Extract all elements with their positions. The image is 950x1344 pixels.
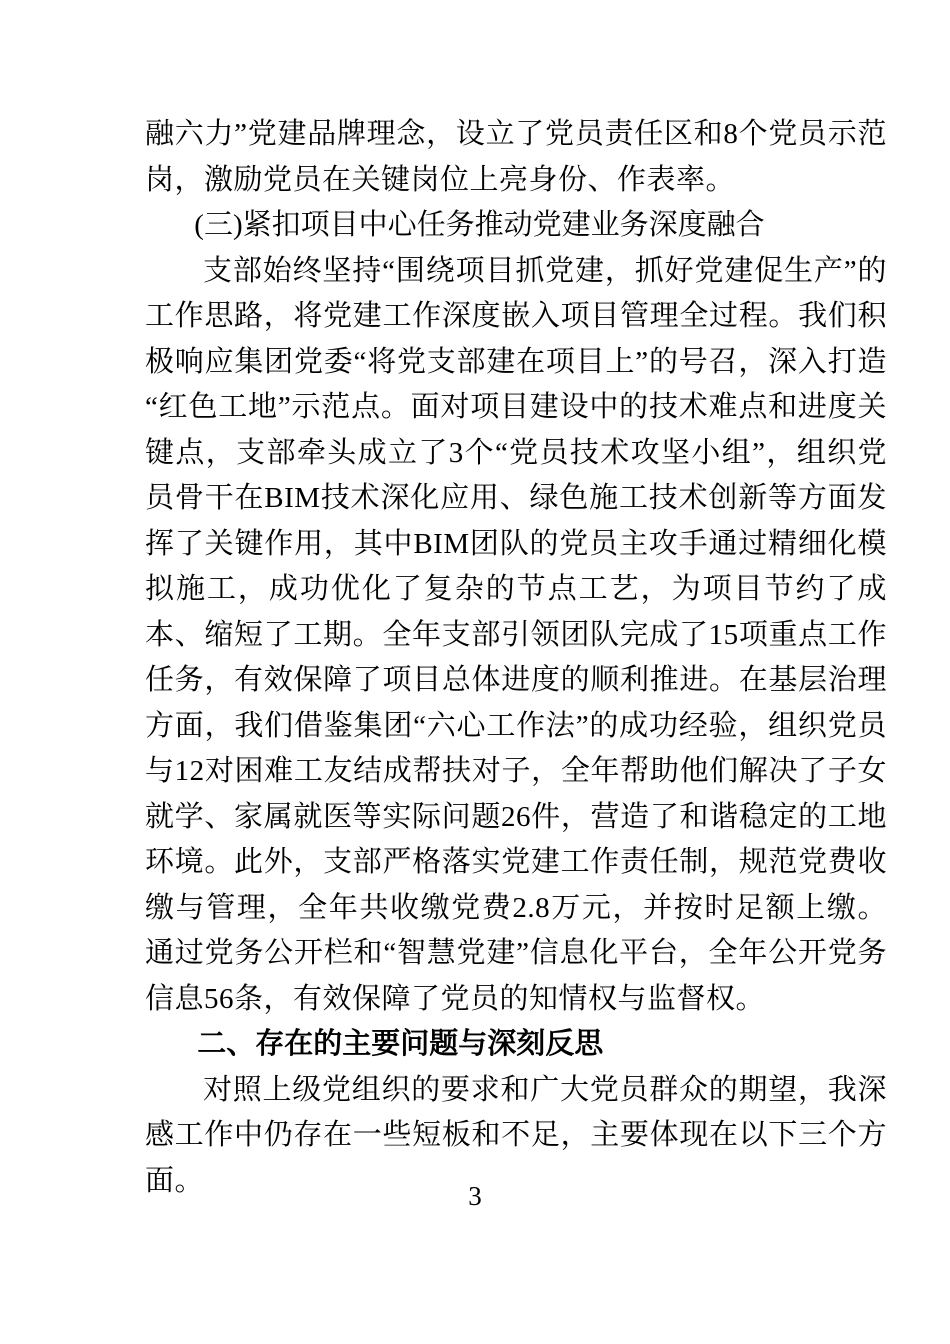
document-body <box>145 112 887 1204</box>
heading-part-2: 二、存在的主要问题与深刻反思 <box>197 1028 604 1060</box>
paragraph-section-3: 支部始终坚持“围绕项目抓党建，抓好党建促生产”的工作思路，将党建工作深度嵌入项目管理全过程。我们积极响应集团党委“将党支部建在项目上”的号召，深入打造“红色工地”示范点。面对项目建设中的技术难点和进度关键点，支部牵头成立了3个“党员技术攻坚小组”，组织党员骨干在BIM技术深化应用、绿色施工技术创新等方面发挥了关键作用，其中BIM团队的党员主攻手通过精细化模拟施工，成功优化了复杂的节点工艺，为项目节约了成本、缩短了工期。全年支部引领团队完成了15项重点工作任务，有效保障了项目总体进度的顺利推进。在基层治理方面，我们借鉴集团“六心工作法”的成功经验，组织党员与12对困难工友结成帮扶对子，全年帮助他们解决了子女就学、家属就医等实际问题26件，营造了和谐稳定的工地环境。此外，支部严格落实党建工作责任制，规范党费收缴与管理，全年共收缴党费2.8万元，并按时足额上缴。通过党务公开栏和“智慧党建”信息化平台，全年公开党务信息56条，有效保障了党员的知情权与监督权。 <box>145 254 887 1015</box>
page-number: 3 <box>468 1181 482 1211</box>
paragraph-part-2: 对照上级党组织的要求和广大党员群众的期望，我深感工作中仍存在一些短板和不足，主要体现在以下三个方面。 <box>145 1073 887 1197</box>
paragraph-continuation: 融六力”党建品牌理念，设立了党员责任区和8个党员示范岗，激励党员在关键岗位上亮身份、作表率。 <box>145 118 887 196</box>
heading-section-3: (三)紧扣项目中心任务推动党建业务深度融合 <box>194 209 765 241</box>
